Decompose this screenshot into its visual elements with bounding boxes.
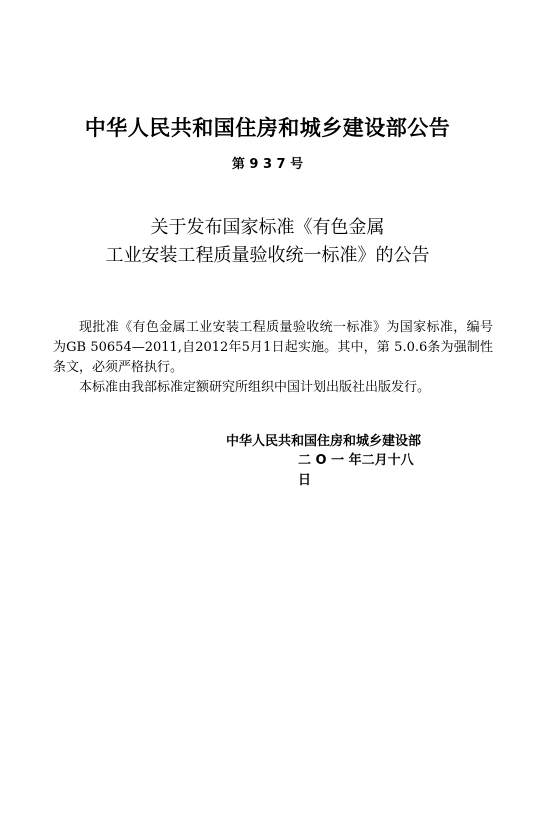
notice-title	[0, 214, 535, 270]
body-paragraph-approval: 现批准《有色金属工业安装工程质量验收统一标准》为国家标准，编号为GB 50654—2011,自2012年5月1日起实施。其中，第 5.0.6条为强制性条文，必须严格执行。	[53, 320, 493, 375]
announcement-number: 第 9 3 7 号	[231, 157, 304, 172]
body-paragraph-publication: 本标准由我部标准定额研究所组织中国计划出版社出版发行。	[79, 380, 431, 395]
notice-body	[53, 318, 493, 398]
signature-date	[298, 451, 448, 491]
signature-date-line-1: 二 O 一 年二月十八	[298, 453, 414, 468]
signature-date-line-2: 日	[298, 473, 312, 488]
notice-title-line-1: 关于发布国家标准《有色金属	[150, 217, 385, 238]
notice-title-line-2: 工业安装工程质量验收统一标准》的公告	[105, 245, 430, 266]
signature-organization: 中华人民共和国住房和城乡建设部	[226, 434, 422, 449]
ministry-announcement-title: 中华人民共和国住房和城乡建设部公告	[84, 116, 451, 140]
